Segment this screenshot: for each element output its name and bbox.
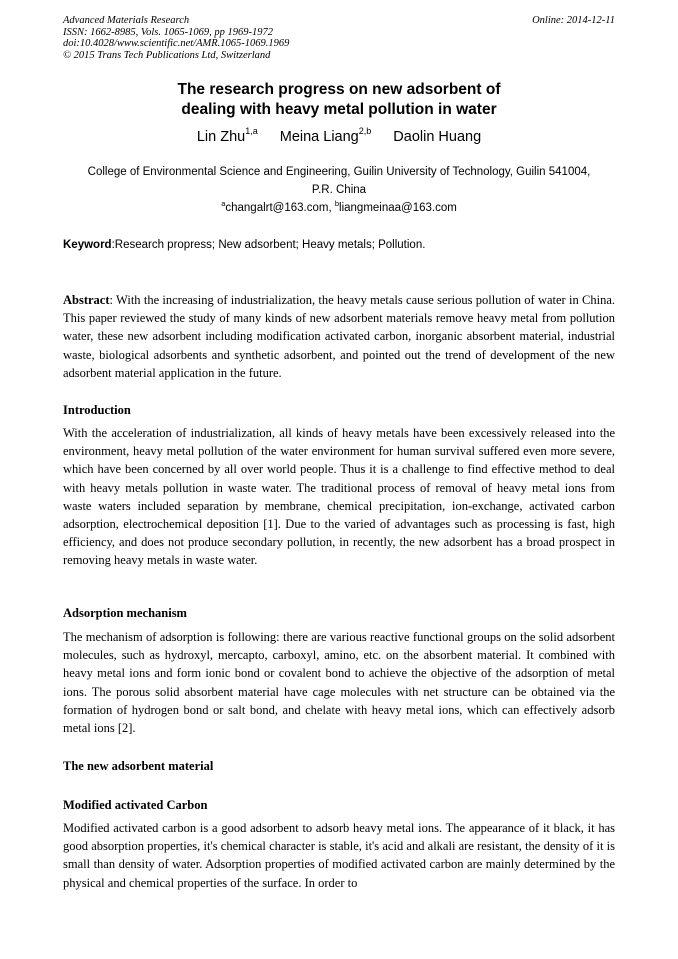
subsection-heading-carbon: Modified activated Carbon	[63, 798, 208, 812]
email-mark-a: a	[221, 199, 226, 208]
author-list	[0, 127, 678, 147]
author	[196, 126, 258, 145]
email-a: changalrt@163.com,	[225, 202, 335, 214]
journal-doi: doi:10.4028/www.scientific.net/AMR.1065-1069.1969	[63, 38, 290, 50]
paper-title	[0, 80, 678, 120]
keywords	[63, 238, 618, 253]
section-heading-introduction: Introduction	[63, 403, 131, 417]
affiliation-line-1: College of Environmental Science and Engineering, Guilin University of Technology, Guilin 541004,	[87, 166, 591, 178]
abstract-text: : With the increasing of industrialization, the heavy metals cause serious pollution of water in China. This paper reviewed the study of many kinds of new adsorbent materials remove heavy metal from pollution water, these new adsorbent including modification activated carbon, inorganic absorbent material, industrial waste, biological adsorbents and synthetic adsorbent, and pointed out the trend of development of the new adsorbent material application in the future.	[63, 293, 615, 380]
author	[279, 126, 372, 145]
journal-header	[63, 15, 615, 61]
author-name: Daolin Huang	[393, 129, 482, 145]
email-b: liangmeinaa@163.com	[339, 202, 457, 214]
author	[393, 129, 481, 145]
author-affiliation-mark: 1,a	[245, 126, 258, 136]
title-line-2: dealing with heavy metal pollution in water	[181, 101, 497, 118]
mechanism-paragraph: The mechanism of adsorption is following: there are various reactive functional groups on the solid adsorbent molecules, such as hydroxyl, mercapto, carboxyl, amino, etc. on the absorbent material. It combined with heavy metal ions and form ionic bond or covalent bond to achieve the objective of the adsorption of metal ions. The porous solid absorbent material have cage molecules with net structure can be obtained via the formation of hydrogen bond or salt bond, and chelate with heavy metal ions, which can effectively adsorb metal ions [2].	[63, 630, 615, 736]
affiliation	[58, 163, 620, 217]
journal-copyright: © 2015 Trans Tech Publications Ltd, Switzerland	[63, 49, 271, 61]
email-mark-b: b	[334, 199, 340, 208]
author-emails	[58, 199, 620, 217]
affiliation-line-2: P.R. China	[311, 184, 367, 196]
online-date: Online: 2014-12-11	[532, 15, 615, 26]
section-heading-mechanism: Adsorption mechanism	[63, 606, 187, 620]
author-name: Lin Zhu	[196, 129, 246, 145]
author-name: Meina Liang	[279, 129, 359, 145]
carbon-paragraph: Modified activated carbon is a good adsorbent to adsorb heavy metal ions. The appearance of it black, it has good absorption properties, it's chemical character is stable, it's acid and alkali are resistant, the density of it is small than density of water. Adsorption properties of modified activated carbon are mainly determined by the physical and chemical properties of the surface. In order to	[63, 821, 615, 890]
author-affiliation-mark: 2,b	[358, 126, 372, 136]
journal-issn: ISSN: 1662-8985, Vols. 1065-1069, pp 1969-1972	[63, 26, 273, 38]
keyword-label: Keyword	[63, 239, 112, 251]
abstract	[63, 291, 615, 382]
section-heading-new-material: The new adsorbent material	[63, 759, 214, 773]
keyword-text: :Research propress; New adsorbent; Heavy metals; Pollution.	[111, 239, 426, 251]
title-line-1: The research progress on new adsorbent of	[177, 81, 501, 98]
journal-name: Advanced Materials Research	[63, 15, 190, 26]
introduction-paragraph: With the acceleration of industrialization, all kinds of heavy metals have been excessively released into the environment, heavy metal pollution of the water environment for human survival suffered even more severe, which have been concerned by all over world people. Thus it is a challenge to find effective method to deal with heavy metals pollution in waste water. The traditional process of removal of heavy metal ions from waste waters included separation by membrane, chemical precipitation, ion-exchange, activated carbon adsorption, electrochemical deposition [1]. Due to the varied of advantages such as processing is fast, high efficiency, and does not produce secondary pollution, in recently, the new adsorbent has a broad prospect in removing heavy metals in waste water.	[63, 426, 615, 568]
abstract-label: Abstract	[63, 293, 110, 307]
